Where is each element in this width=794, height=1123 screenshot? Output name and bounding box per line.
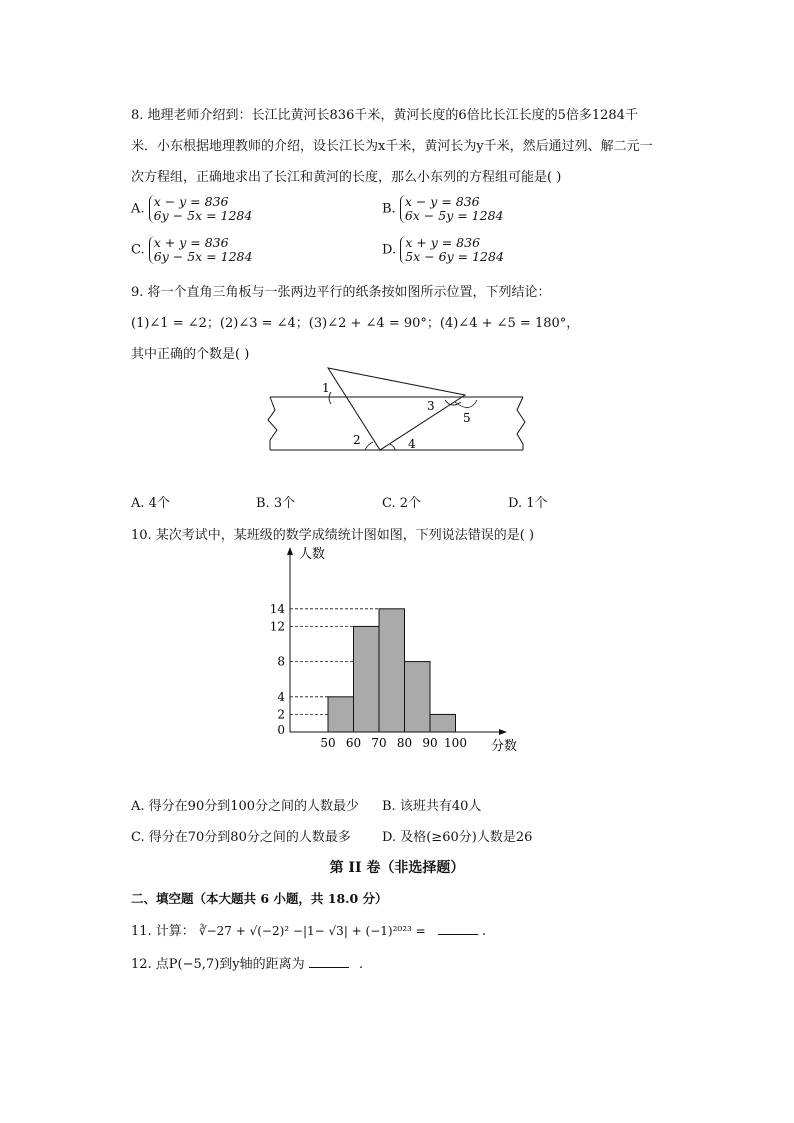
x-tick-label: 50 — [320, 736, 336, 750]
q10-option-d[interactable] — [382, 826, 532, 845]
section-title: 第 II 卷（非选择题） — [329, 860, 465, 876]
equation-system — [149, 236, 253, 264]
strip-right-tear — [517, 397, 525, 450]
equation: x + y = 836 — [405, 235, 481, 250]
y-axis-label: 人数 — [299, 547, 326, 562]
angle-label: 2 — [353, 433, 361, 447]
q8-option-d[interactable] — [382, 236, 504, 264]
angle-label: 1 — [322, 381, 330, 395]
option-text: 得分在70分到80分之间的人数最多 — [148, 830, 351, 845]
equation: x + y = 836 — [153, 235, 229, 250]
q9-option-b[interactable] — [256, 492, 295, 511]
x-tick-label: 90 — [422, 736, 438, 750]
answer-blank[interactable] — [309, 967, 349, 968]
angle-label: 5 — [463, 411, 471, 425]
angle-label: 3 — [427, 399, 435, 413]
q10-option-b[interactable] — [382, 795, 481, 814]
x-axis-arrow — [499, 729, 507, 735]
q8-option-a[interactable] — [131, 195, 252, 223]
equation-system — [400, 236, 504, 264]
option-text: 4个 — [148, 496, 170, 511]
q9-option-c[interactable] — [382, 492, 421, 511]
equation: 5x − 6y = 1284 — [405, 249, 504, 264]
option-text: 2个 — [399, 496, 422, 511]
y-tick-label: 0 — [277, 723, 285, 737]
angle-arc — [365, 442, 373, 450]
x-axis-label: 分数 — [491, 739, 518, 754]
option-label: C. — [131, 242, 145, 258]
y-tick-label: 8 — [277, 654, 285, 669]
equation-system — [400, 195, 504, 223]
q9-figure-triangle-strip — [265, 362, 530, 458]
q9-line1: 9. 将一个直角三角板与一张两边平行的纸条按如图所示位置，下列结论： — [131, 285, 551, 300]
option-label: A. — [131, 201, 145, 217]
equation-system — [149, 195, 253, 223]
q8-line2: 米．小东根据地理教师的介绍，设长江长为x千米，黄河长为y千米，然后通过列、解二元一 — [131, 139, 653, 154]
q8-line3: 次方程组，正确地求出了长江和黄河的长度，那么小东列的方程组可能是( ) — [131, 170, 562, 185]
q9-option-d[interactable] — [508, 492, 548, 511]
y-tick-label: 2 — [277, 707, 285, 722]
equation: 6y − 5x = 1284 — [153, 208, 253, 223]
q12-text: 12. 点P(−5,7)到y轴的距离为 — [131, 957, 305, 972]
option-label: D. — [508, 496, 523, 511]
strip-left-tear — [268, 397, 277, 450]
option-text: 1个 — [526, 496, 548, 511]
option-label: B. — [382, 799, 396, 814]
equation: 6y − 5x = 1284 — [153, 249, 253, 264]
q9-line2: (1)∠1 = ∠2；(2)∠3 = ∠4；(3)∠2 + ∠4 = 90°；(4)∠4 + ∠5 = 180°， — [131, 316, 580, 331]
q11-prefix: 11. 计算： — [131, 924, 195, 939]
equation: x − y = 836 — [153, 194, 229, 209]
angle-label: 4 — [408, 437, 416, 451]
x-tick-label: 100 — [444, 736, 467, 750]
answer-blank[interactable] — [438, 934, 478, 935]
y-tick-label: 14 — [269, 601, 285, 616]
q11-line — [131, 920, 486, 939]
histogram-bar — [328, 697, 354, 732]
q11-expression: ∛−27 + √(−2)² −|1− √3| + (−1)²⁰²³ = — [198, 924, 426, 938]
option-label: D. — [382, 242, 397, 258]
histogram-bar — [405, 662, 431, 732]
histogram-bar — [379, 609, 405, 732]
q9-option-a[interactable] — [131, 492, 170, 511]
q11-suffix: . — [482, 924, 487, 939]
q12-suffix: . — [358, 957, 364, 972]
q10-histogram — [265, 542, 525, 757]
y-axis-arrow — [287, 547, 293, 555]
histogram-bar — [430, 714, 456, 732]
y-tick-label: 4 — [277, 689, 285, 704]
option-label: C. — [131, 830, 145, 845]
option-label: C. — [382, 496, 396, 511]
option-text: 该班共有40人 — [399, 799, 482, 814]
q9-line3: 其中正确的个数是( ) — [131, 347, 250, 362]
option-label: A. — [131, 799, 145, 814]
x-tick-label: 60 — [345, 736, 362, 750]
option-text: 3个 — [273, 496, 296, 511]
q8-line1: 8. 地理老师介绍到：长江比黄河长836千米，黄河长度的6倍比长江长度的5倍多1284千 — [131, 108, 638, 123]
x-tick-label: 70 — [371, 736, 387, 750]
q10-line1: 10. 某次考试中，某班级的数学成绩统计图如图，下列说法错误的是( ) — [131, 528, 535, 543]
option-label: D. — [382, 830, 397, 845]
y-tick-label: 12 — [269, 619, 285, 634]
section-subtitle: 二、填空题（本大题共 6 小题，共 18.0 分） — [131, 891, 388, 906]
q10-option-a[interactable] — [131, 795, 359, 814]
angle-arc — [390, 444, 395, 450]
right-triangle — [328, 368, 465, 450]
option-text: 得分在90分到100分之间的人数最少 — [148, 799, 360, 814]
histogram-bar — [354, 626, 380, 732]
x-tick-label: 80 — [396, 736, 413, 750]
q10-option-c[interactable] — [131, 826, 351, 845]
option-label: B. — [382, 201, 396, 217]
q8-option-b[interactable] — [382, 195, 504, 223]
option-label: A. — [131, 496, 145, 511]
option-label: B. — [256, 496, 270, 511]
q8-option-c[interactable] — [131, 236, 252, 264]
option-text: 及格(≥60分)人数是26 — [400, 830, 533, 845]
equation: x − y = 836 — [404, 194, 480, 209]
equation: 6x − 5y = 1284 — [404, 208, 504, 223]
q12-line — [131, 953, 363, 972]
